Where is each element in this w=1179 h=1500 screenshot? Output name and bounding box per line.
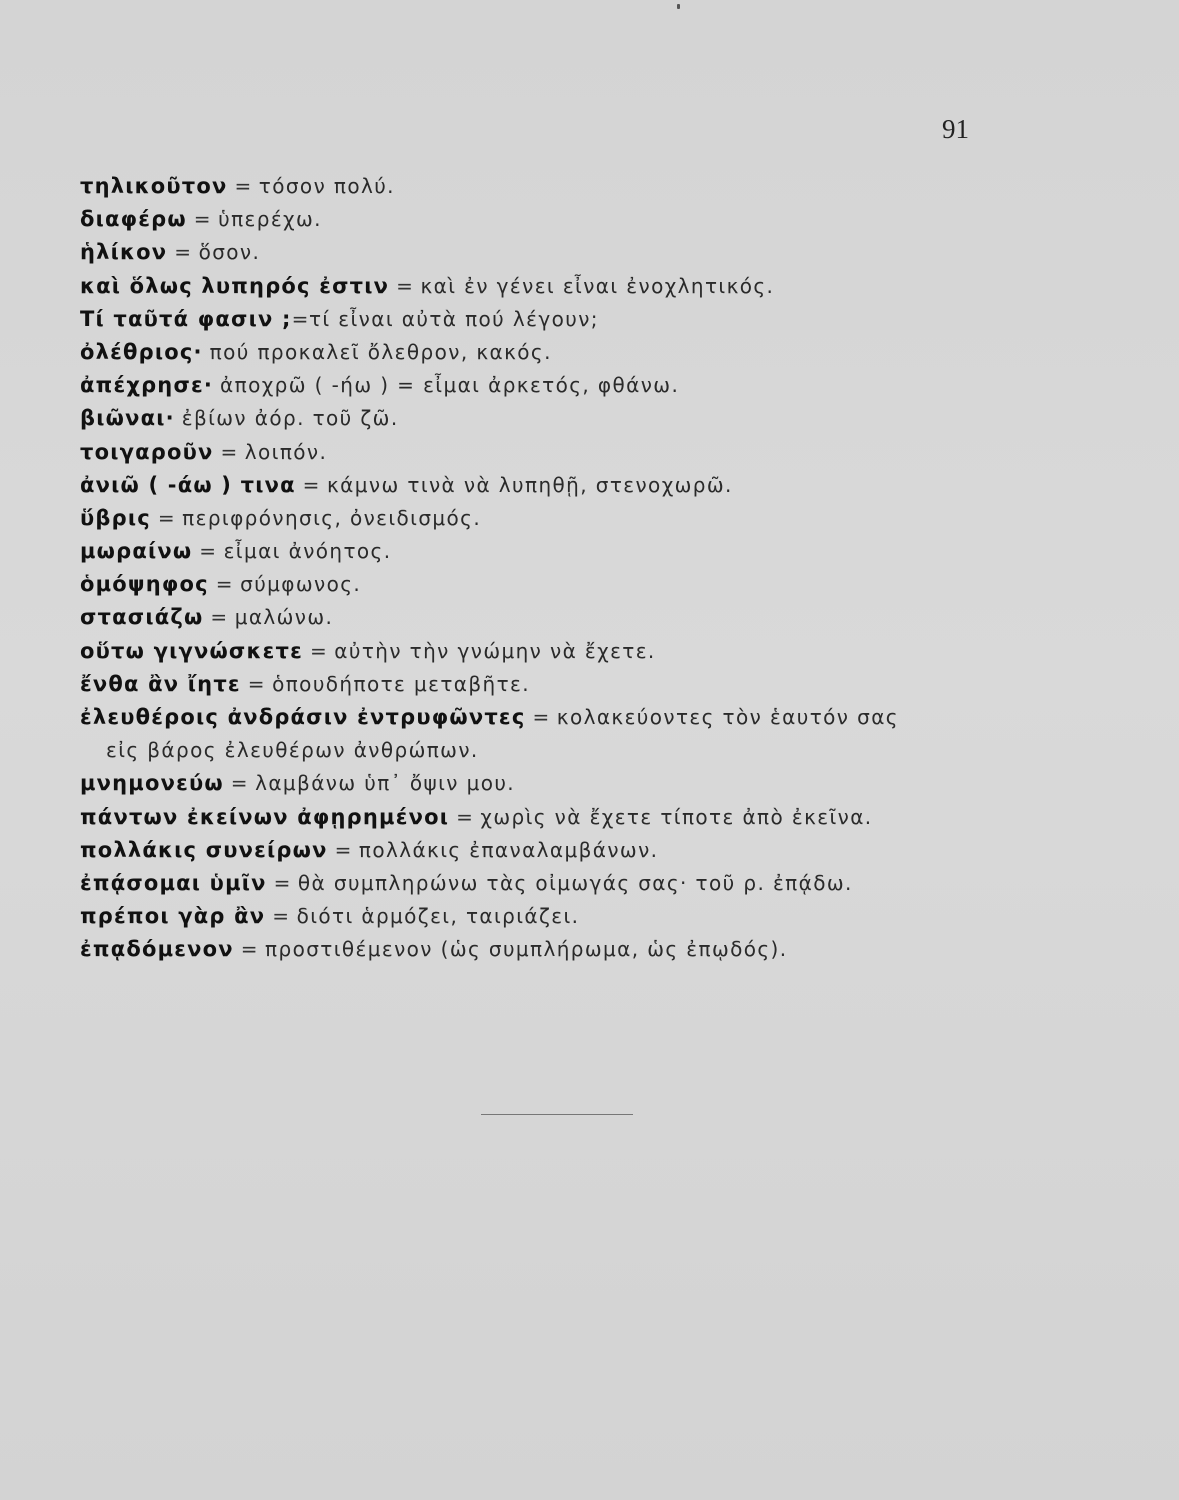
entry-definition: πού προκαλεῖ ὄλεθρον, κακός. (209, 339, 552, 364)
entry-definition: ὑπερέχω. (218, 207, 322, 232)
entry-definition: ὁπουδήποτε μεταβῆτε. (272, 671, 531, 696)
entry-separator: = (208, 572, 241, 597)
entry-definition: εἰς βάρος ἐλευθέρων ἀνθρώπων. (106, 738, 479, 763)
glossary-entry (80, 270, 1040, 303)
entry-separator (213, 373, 220, 397)
entry-separator (175, 406, 182, 430)
glossary-entry (80, 668, 1040, 701)
entry-separator: = (223, 771, 256, 796)
entry-definition: μαλώνω. (234, 605, 334, 630)
entry-separator: = (227, 174, 259, 198)
entry-separator: = (186, 207, 219, 232)
glossary-entry (80, 867, 1040, 900)
entry-definition: θὰ συμπληρώνω τὰς οἰμωγάς σας· τοῦ ρ. ἐπᾴδω. (297, 870, 853, 895)
glossary-entry-continuation (80, 734, 1040, 767)
entry-term: μωραίνω (80, 539, 193, 564)
entry-separator (203, 340, 210, 364)
entry-term: ὁμόψηφος (80, 572, 209, 597)
entry-separator: = (327, 837, 359, 862)
entry-definition: διότι ἁρμόζει, ταιριάζει. (296, 904, 580, 929)
entry-separator: = (266, 870, 298, 895)
entry-separator: = (213, 439, 245, 464)
entry-term: Τί ταῦτά φασιν ; (80, 306, 292, 331)
entry-definition: σύμφωνος. (240, 572, 362, 597)
entry-separator: = (240, 671, 273, 696)
glossary-entry (80, 767, 1040, 800)
glossary-entry (80, 900, 1040, 933)
entry-separator: = (192, 539, 224, 564)
entry-definition: τόσον πολύ. (258, 174, 395, 198)
glossary-entry (80, 303, 1040, 336)
glossary-entry (80, 203, 1040, 236)
entry-definition: πολλάκις ἐπαναλαμβάνων. (358, 837, 659, 862)
entry-term: ἀπέχρησε· (80, 373, 214, 398)
entry-definition: κάμνω τινὰ νὰ λυπηθῇ, στενοχωρῶ. (327, 472, 733, 497)
entry-separator: = (150, 505, 183, 530)
entry-definition: ἀποχρῶ ( -ήω ) = εἶμαι ἀρκετός, φθάνω. (220, 373, 680, 398)
entry-separator: = (233, 937, 266, 962)
glossary-entry (80, 436, 1040, 469)
entry-term: ἐπᾴσομαι ὑμῖν (80, 870, 267, 895)
entry-separator: = (525, 705, 557, 729)
entry-term: τηλικοῦτον (80, 174, 228, 198)
entry-definition: λοιπόν. (244, 439, 328, 464)
entry-term: ἀνιῶ ( -άω ) τινα (80, 472, 296, 497)
entry-separator: = (389, 273, 421, 298)
entry-definition: περιφρόνησις, ὀνειδισμός. (182, 505, 482, 530)
entry-separator: = (295, 472, 327, 497)
entry-definition: κολακεύοντες τὸν ἑαυτόν σας (556, 705, 899, 729)
entry-definition: εἶμαι ἀνόητος. (223, 539, 392, 564)
print-speck (677, 4, 680, 9)
glossary-entry (80, 801, 1040, 834)
entry-term: ὕβρις (80, 505, 151, 530)
entry-term: πρέποι γὰρ ἂν (80, 904, 266, 929)
entry-definition: προστιθέμενον (ὡς συμπλήρωμα, ὡς ἐπῳδός). (265, 937, 788, 962)
entry-definition: ὅσον. (198, 240, 261, 265)
entry-definition: τί εἶναι αὐτὰ πού λέγουν; (308, 306, 599, 331)
glossary-entry (80, 701, 1040, 734)
glossary-entry (80, 336, 1040, 369)
entry-term: ἡλίκον (80, 240, 168, 265)
glossary-entry (80, 369, 1040, 402)
page-number: 91 (942, 114, 969, 144)
entry-definition: χωρὶς νὰ ἔχετε τίποτε ἀπὸ ἐκεῖνα. (480, 804, 873, 829)
entry-term: ὀλέθριος· (80, 339, 203, 364)
entry-term: ἐλευθέροις ἀνδράσιν ἐντρυφῶντες (80, 705, 526, 729)
entry-term: ἐπᾳδόμενον (80, 937, 234, 962)
entry-definition: ἐβίων ἀόρ. τοῦ ζῶ. (181, 406, 399, 431)
glossary-entry (80, 469, 1040, 502)
entry-term: οὕτω γιγνώσκετε (80, 638, 303, 663)
entry-term: βιῶναι· (80, 406, 175, 431)
glossary-entry (80, 236, 1040, 269)
glossary-entry (80, 568, 1040, 601)
entry-term: καὶ ὅλως λυπηρός ἐστιν (80, 273, 390, 298)
entry-term: ἔνθα ἂν ἴητε (80, 671, 241, 696)
entry-separator: = (203, 605, 235, 630)
glossary-entry (80, 170, 1040, 203)
entry-separator: = (449, 804, 481, 829)
entry-term: διαφέρω (80, 207, 187, 232)
entry-term: πάντων ἐκείνων ἀφῃρημένοι (80, 804, 450, 829)
entry-term: τοιγαροῦν (80, 439, 214, 464)
glossary-list (80, 170, 1040, 967)
glossary-entry (80, 502, 1040, 535)
entry-definition: καὶ ἐν γένει εἶναι ἐνοχλητικός. (420, 273, 775, 298)
glossary-entry (80, 834, 1040, 867)
glossary-entry (80, 601, 1040, 634)
glossary-entry (80, 933, 1040, 966)
end-of-section-rule (481, 1114, 633, 1115)
glossary-entry (80, 402, 1040, 435)
entry-separator: = (302, 638, 335, 663)
entry-separator: = (291, 306, 309, 331)
entry-separator: = (167, 240, 199, 265)
entry-term: μνημονεύω (80, 771, 224, 796)
entry-definition: αὐτὴν τὴν γνώμην νὰ ἔχετε. (334, 638, 656, 663)
glossary-entry (80, 535, 1040, 568)
entry-term: πολλάκις συνείρων (80, 837, 328, 862)
entry-definition: λαμβάνω ὑπ᾽ ὄψιν μου. (255, 771, 516, 796)
entry-term: στασιάζω (80, 605, 204, 630)
entry-separator: = (265, 904, 297, 929)
glossary-entry (80, 635, 1040, 668)
